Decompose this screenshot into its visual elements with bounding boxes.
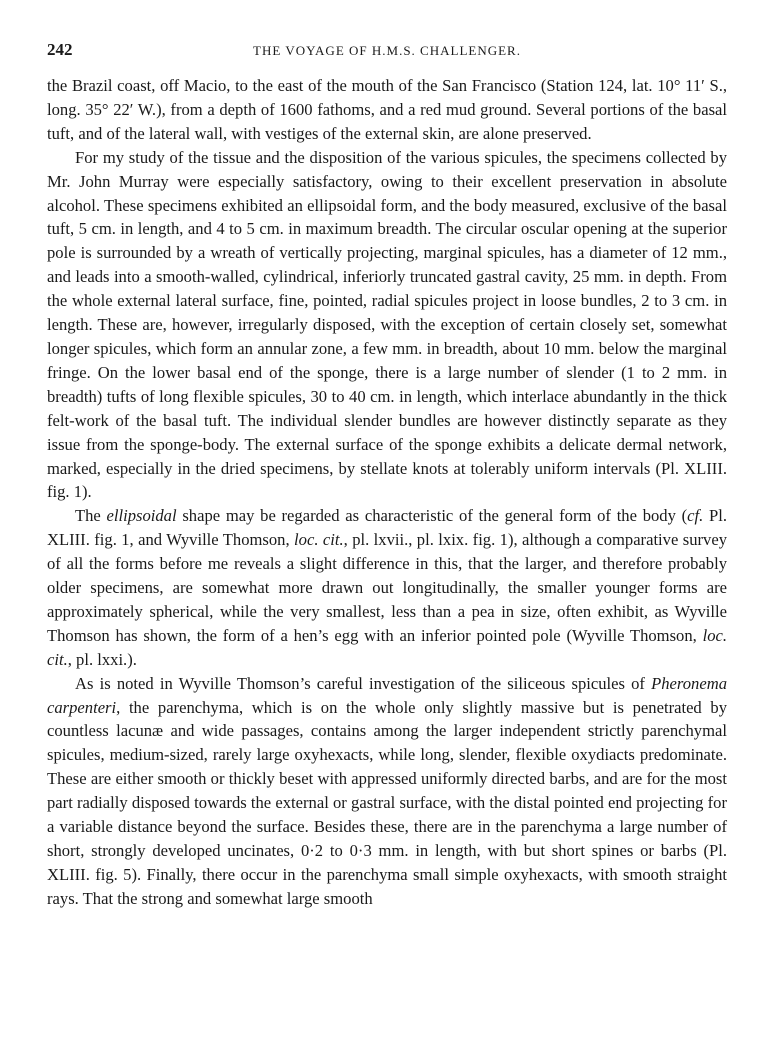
text-run: , pl. lxxi.). xyxy=(67,649,137,669)
paragraph-3 xyxy=(47,504,727,671)
body-text xyxy=(47,74,727,911)
text-run: For my study of the tissue and the disposition of the various spicules, the specimens collected by Mr. John Murray were especially satisfactory, owing to their excellent preservation in absolute alcohol. These specimens exhibited an ellipsoidal form, and the body measured, exclusive of the basal tuft, 5 cm. in length, and 4 to 5 cm. in maximum breadth. The circular oscular opening at the superior pole is surrounded by a wreath of vertically projecting, marginal spicules, has a diameter of 12 mm., and leads into a smooth-walled, cylindrical, inferiorly truncated gastral cavity, 25 mm. in depth. From the whole external lateral surface, fine, pointed, radial spicules project in loose bundles, 2 to 3 cm. in length. These are, however, irregularly disposed, with the exception of certain closely set, somewhat longer spicules, which form an annular zone, a few mm. in breadth, about 10 mm. below the marginal fringe. On the lower basal end of the sponge, there is a large number of slender (1 to 2 mm. in breadth) tufts of long flexible spicules, 30 to 40 cm. in length, which interlace abundantly in the thick felt-work of the basal tuft. The individual slender bundles are however distinctly separate as they issue from the sponge-body. The external surface of the sponge exhibits a delicate dermal network, marked, especially in the dried specimens, by stellate knots at tolerably uniform intervals (Pl. XLIII. fig. 1). xyxy=(47,147,727,502)
italic-term: cf. xyxy=(687,506,704,526)
italic-term: loc. cit. xyxy=(294,530,344,550)
text-run: Pl. XLIII. fig. 1, and Wyville Thomson, xyxy=(47,506,728,550)
text-run: The xyxy=(75,506,107,526)
italic-term: loc. cit. xyxy=(47,625,727,669)
paragraph-4 xyxy=(47,672,727,911)
page-number: 242 xyxy=(47,40,73,59)
italic-species-name: Pheronema carpenteri xyxy=(47,673,727,717)
paragraph-1 xyxy=(47,74,727,146)
text-run: , the parenchyma, which is on the whole only slightly massive but is penetrated by countless lacunæ and wide passages, contains among the larger independent strictly parenchymal spicules, medium-sized, rarely large oxyhexacts, while long, slender, flexible oxydiacts predominate. These are either smooth or thickly beset with appressed uniformly directed barbs, and are for the most part radially disposed towards the external or gastral surface, with the distal pointed end projecting for a variable distance beyond the surface. Besides these, there are in the parenchyma a large number of short, strongly developed uncinates, 0·2 to 0·3 mm. in length, with but short spines or barbs (Pl. XLIII. fig. 5). Finally, there occur in the parenchyma small simple oxyhexacts, with smooth straight rays. That the strong and somewhat large smooth xyxy=(47,697,727,908)
paragraph-2 xyxy=(47,146,727,505)
running-header xyxy=(47,40,727,66)
running-title: THE VOYAGE OF H.M.S. CHALLENGER. xyxy=(253,43,521,58)
text-run: , pl. lxvii., pl. lxix. fig. 1), although a comparative survey of all the forms before me reveals a slight difference in this, that the larger, and therefore probably older specimens, are somewhat more drawn out longitudinally, the smaller younger forms are approximately spherical, while the very smallest, less than a pea in size, often exhibit, as Wyville Thomson has shown, the form of a hen’s egg with an inferior pointed pole (Wyville Thomson, xyxy=(47,530,727,645)
italic-term: ellipsoidal xyxy=(106,506,177,526)
document-page xyxy=(47,40,727,911)
text-run: As is noted in Wyville Thomson’s careful investigation of the siliceous spicules of xyxy=(75,673,652,693)
text-run: the Brazil coast, off Macio, to the east of the mouth of the San Francisco (Station 124, lat. 10° 11′ S., long. 35° 22′ W.), from a depth of 1600 fathoms, and a red mud ground. Several portions of the basal tuft, and of the lateral wall, with vestiges of the external skin, are alone preserved. xyxy=(47,76,727,143)
text-run: shape may be regarded as characteristic of the general form of the body ( xyxy=(176,506,688,526)
